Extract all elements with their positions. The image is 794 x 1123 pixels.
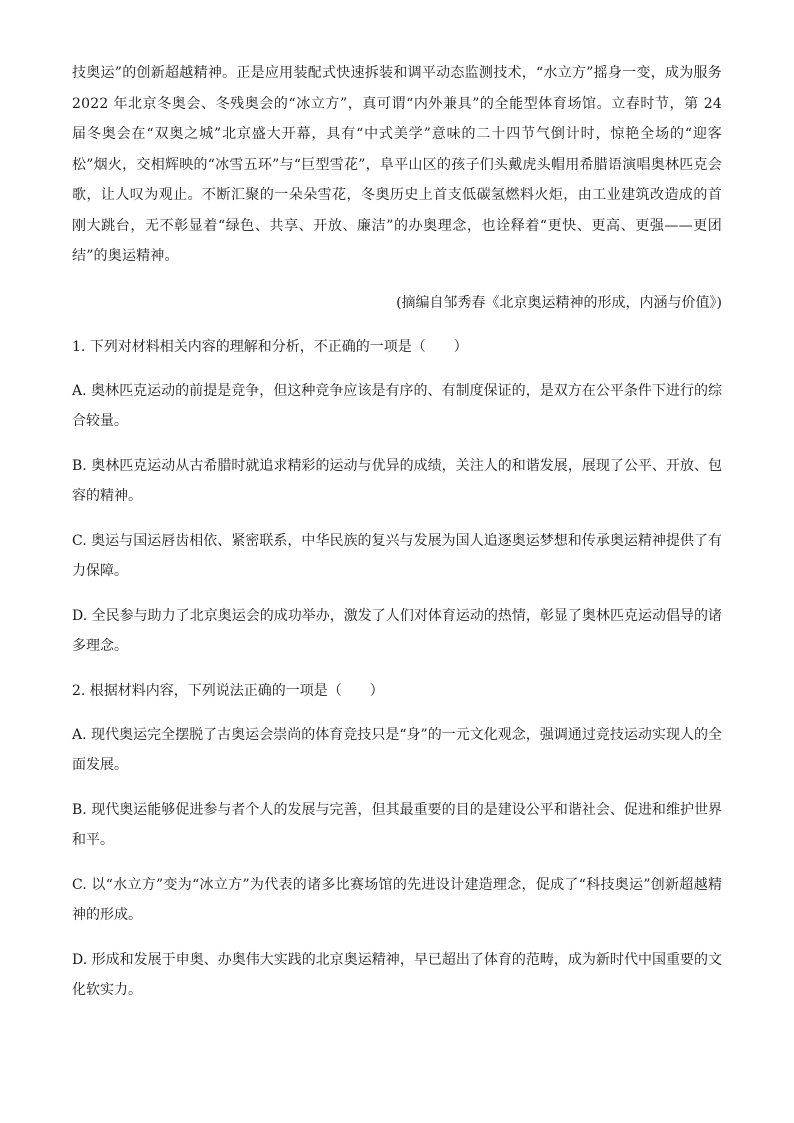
question-2 xyxy=(72,676,722,1006)
passage-paragraph: 技奥运”的创新超越精神。正是应用装配式快速拆装和调平动态监测技术，“水立方”摇身一变，成为服务 2022 年北京冬奥会、冬残奥会的“冰立方”，真可谓“内外兼具”的全能型体育场馆。立春时节，第 24 届冬奥会在“双奥之城”北京盛大开幕，具有“中式美学”意味的二十四节气倒计时，惊艳全场的“迎客松”烟火，交相辉映的“冰雪五环”与“巨型雪花”，阜平山区的孩子们头戴虎头帽用希腊语演唱奥林匹克会歌，让人叹为观止。不断汇聚的一朵朵雪花，冬奥历史上首支低碳氢燃料火炬，由工业建筑改造成的首刚大跳台，无不彰显着“绿色、共享、开放、廉洁”的办奥理念，也诠释着“更快、更高、更强——更团结”的奥运精神。 xyxy=(72,65,722,264)
passage-source: (摘编自邹秀春《北京奥运精神的形成，内涵与价值》) xyxy=(396,294,722,311)
question-1 xyxy=(72,332,722,662)
question-stem: 2. 根据材料内容，下列说法正确的一项是（ ） xyxy=(72,682,384,699)
option-b: B. 现代奥运能够促进参与者个人的发展与完善，但其最重要的目的是建设公平和谐社会、促进和维护世界和平。 xyxy=(72,801,722,848)
question-stem: 1. 下列对材料相关内容的理解和分析，不正确的一项是（ ） xyxy=(72,338,468,355)
document-page xyxy=(72,58,722,1006)
option-b: B. 奥林匹克运动从古希腊时就追求精彩的运动与优异的成绩，关注人的和谐发展，展现了公平、开放、包容的精神。 xyxy=(72,457,722,504)
option-a: A. 奥林匹克运动的前提是竞争，但这种竞争应该是有序的、有制度保证的，是双方在公平条件下进行的综合较量。 xyxy=(72,382,722,429)
option-d: D. 形成和发展于申奥、办奥伟大实践的北京奥运精神，早已超出了体育的范畴，成为新时代中国重要的文化软实力。 xyxy=(72,951,722,998)
option-c: C. 以“水立方”变为“冰立方”为代表的诸多比赛场馆的先进设计建造理念，促成了“科技奥运”创新超越精神的形成。 xyxy=(72,876,722,923)
option-d: D. 全民参与助力了北京奥运会的成功举办，激发了人们对体育运动的热情，彰显了奥林匹克运动倡导的诸多理念。 xyxy=(72,607,722,654)
option-a: A. 现代奥运完全摆脱了古奥运会崇尚的体育竞技只是“身”的一元文化观念，强调通过竞技运动实现人的全面发展。 xyxy=(72,726,722,773)
option-c: C. 奥运与国运唇齿相依、紧密联系，中华民族的复兴与发展为国人追逐奥运梦想和传承奥运精神提供了有力保障。 xyxy=(72,532,722,579)
